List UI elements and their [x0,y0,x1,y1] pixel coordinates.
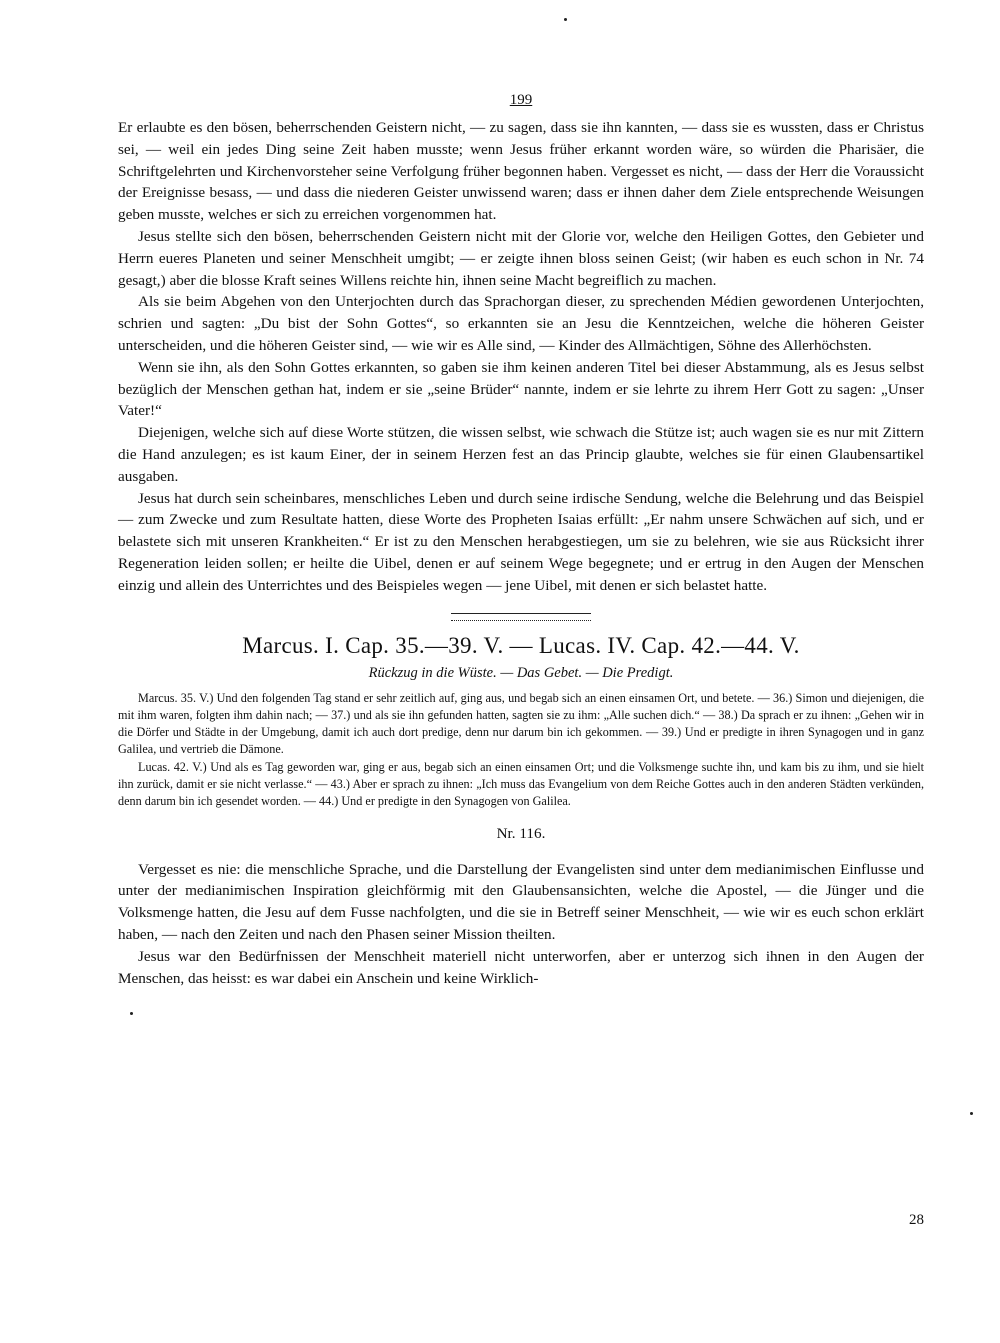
margin-speck [564,18,567,21]
scripture-paragraph: Lucas. 42. V.) Und als es Tag geworden war, ging er aus, begab sich an einen einsamen Ort; und die Volksmenge suchte ihn, und kam bis zu ihm, und sie hielt ihn zurück, damit er sie nicht verlasse.“ — 43.) Aber er sprach zu ihnen: „Ich muss das Evangelium von dem Reiche Gottes auch in den anderen Städten verkünden, denn darum bin ich gesendet worden. — 44.) Und er predigte in den Synagogen von Galilea. [118,759,924,809]
paragraph: Als sie beim Abgehen von den Unterjochten durch das Sprachorgan dieser, zu sprechenden Médien gewordenen Unterjochten, schrien und sagten: „Du bist der Sohn Gottes“, so erkannten sie an Jesu die Kenntzeichen, welche die höheren Geister unterscheiden, und die höheren Geister sind, — wie wir es Alle sind, — Kinder des Allmächtigen, Söhne des Allerhöchsten. [118,293,924,354]
paragraph: Diejenigen, welche sich auf diese Worte stützen, die wissen selbst, wie schwach die Stütze ist; auch wagen sie es nur mit Zittern die Hand anzulegen; es ist kaum Einer, der in seinem Herzen fest an das Princip glaubte, welches sie für einen Glaubensartikel ausgaben. [118,424,924,485]
body-text-top [118,117,924,597]
section-subheading: Rückzug in die Wüste. — Das Gebet. — Die Predigt. [368,664,674,681]
paragraph: Er erlaubte es den bösen, beherrschenden Geistern nicht, — zu sagen, dass sie ihn kannten, — dass sie es wussten, dass er Christus sei, — weil ein jedes Ding seine Zeit haben musste; wenn Jesus früher erkannt worden wäre, so würden die Pharisäer, die Schriftgelehrten und Kirchenvorsteher seine Verfolgung früher begonnen haben. Vergesset es nicht, — dass der Herr die Voraussicht der Ereignisse besass, — und dass die niederen Geister unwissend waren; dass er ihnen daher dem Ziele entsprechende Weisungen geben musste, welches er sich zu erreichen vorgenommen hat. [118,119,924,224]
number-heading: Nr. 116. [496,824,546,842]
paragraph: Jesus war den Bedürfnissen der Menschheit materiell nicht unterworfen, aber er unterzog sich ihnen in den Augen der Menschen, das heisst: es war dabei ein Anschein und keine Wirklich- [118,947,924,987]
paragraph: Vergesset es nie: die menschliche Sprache, und die Darstellung der Evangelisten sind unter dem medianimischen Einflusse und unter der medianimischen Inspiration gleichförmig mit den Glaubensansichten, welche die Apostel, — die Jünger und die Volksmenge hatten, die Jesu auf dem Fusse nachfolgten, und die sie in Betreff seiner Menschheit, — wie wir es euch schon erklärt haben, — nach den Zeiten und nach den Phasen seiner Mission theilten. [118,860,924,943]
page-number: 199 [509,92,533,108]
paragraph: Wenn sie ihn, als den Sohn Gottes erkannten, so gaben sie ihm keinen anderen Titel bei dieser Abstammung, als es Jesus selbst bezüglich der Menschen gethan hat, indem er sie „seine Brüder“ nannte, indem er sie lehrte zu ihrem Herr Gott zu sagen: „Unser Vater!“ [118,358,924,420]
body-text-bottom [118,859,924,990]
scripture-quote [118,690,924,811]
paragraph: Jesus hat durch sein scheinbares, menschliches Leben und durch seine irdische Sendung, welche die Belehrung und das Beispiel — zum Zwecke und zum Resultate hatten, diese Worte des Propheten Isaias erfüllt: „Er nahm unsere Schwächen auf sich, und er belastete sich mit unseren Krankheiten.“ Er ist zu den Menschen herabgestiegen, um sie zu belehren, wie sie aus Rücksicht ihrer Regeneration leiden sollen; er heilte die Uibel, denen er auf seinem Wege begegnete; und er ertrug in den Augen der Menschen einzig und allein des Unterrichtes und des Beispieles wegen — jene Uibel, mit denen er sich belastet hatte. [118,489,924,594]
margin-speck [970,1112,973,1115]
page-body [118,92,924,989]
section-heading: Marcus. I. Cap. 35.—39. V. — Lucas. IV. Cap. 42.—44. V. [242,632,800,658]
signature-mark: 28 [909,1212,924,1228]
section-divider-ornament [451,613,591,621]
scripture-paragraph: Marcus. 35. V.) Und den folgenden Tag stand er sehr zeitlich auf, ging aus, und begab sich an einen einsamen Ort, und betete. — 36.) Simon und diejenigen, die mit ihm waren, folgten ihm dahin nach; — 37.) und als sie ihn gefunden hatten, sagten sie zu ihm: „Alle suchen dich.“ — 38.) Da sprach er zu ihnen: „Gehen wir in die Dörfer und Städte in der Umgebung, damit ich auch dort predige, denn nur darum bin ich gekommen. — 39.) Und er predigte in ihren Synagogen und in ganz Galilea, und vertrieb die Dämone. [118,690,924,757]
margin-speck [130,1012,133,1015]
paragraph: Jesus stellte sich den bösen, beherrschenden Geistern nicht mit der Glorie vor, welche den Heiligen Gottes, den Gebieter und Herrn eueres Planeten und seiner Menschheit umgibt; — er zeigte ihnen bloss seinen Geist; (wir haben es euch schon in Nr. 74 gesagt,) aber die blosse Kraft seines Willens reichte hin, ihnen seine Macht begreiflich zu machen. [118,227,924,289]
